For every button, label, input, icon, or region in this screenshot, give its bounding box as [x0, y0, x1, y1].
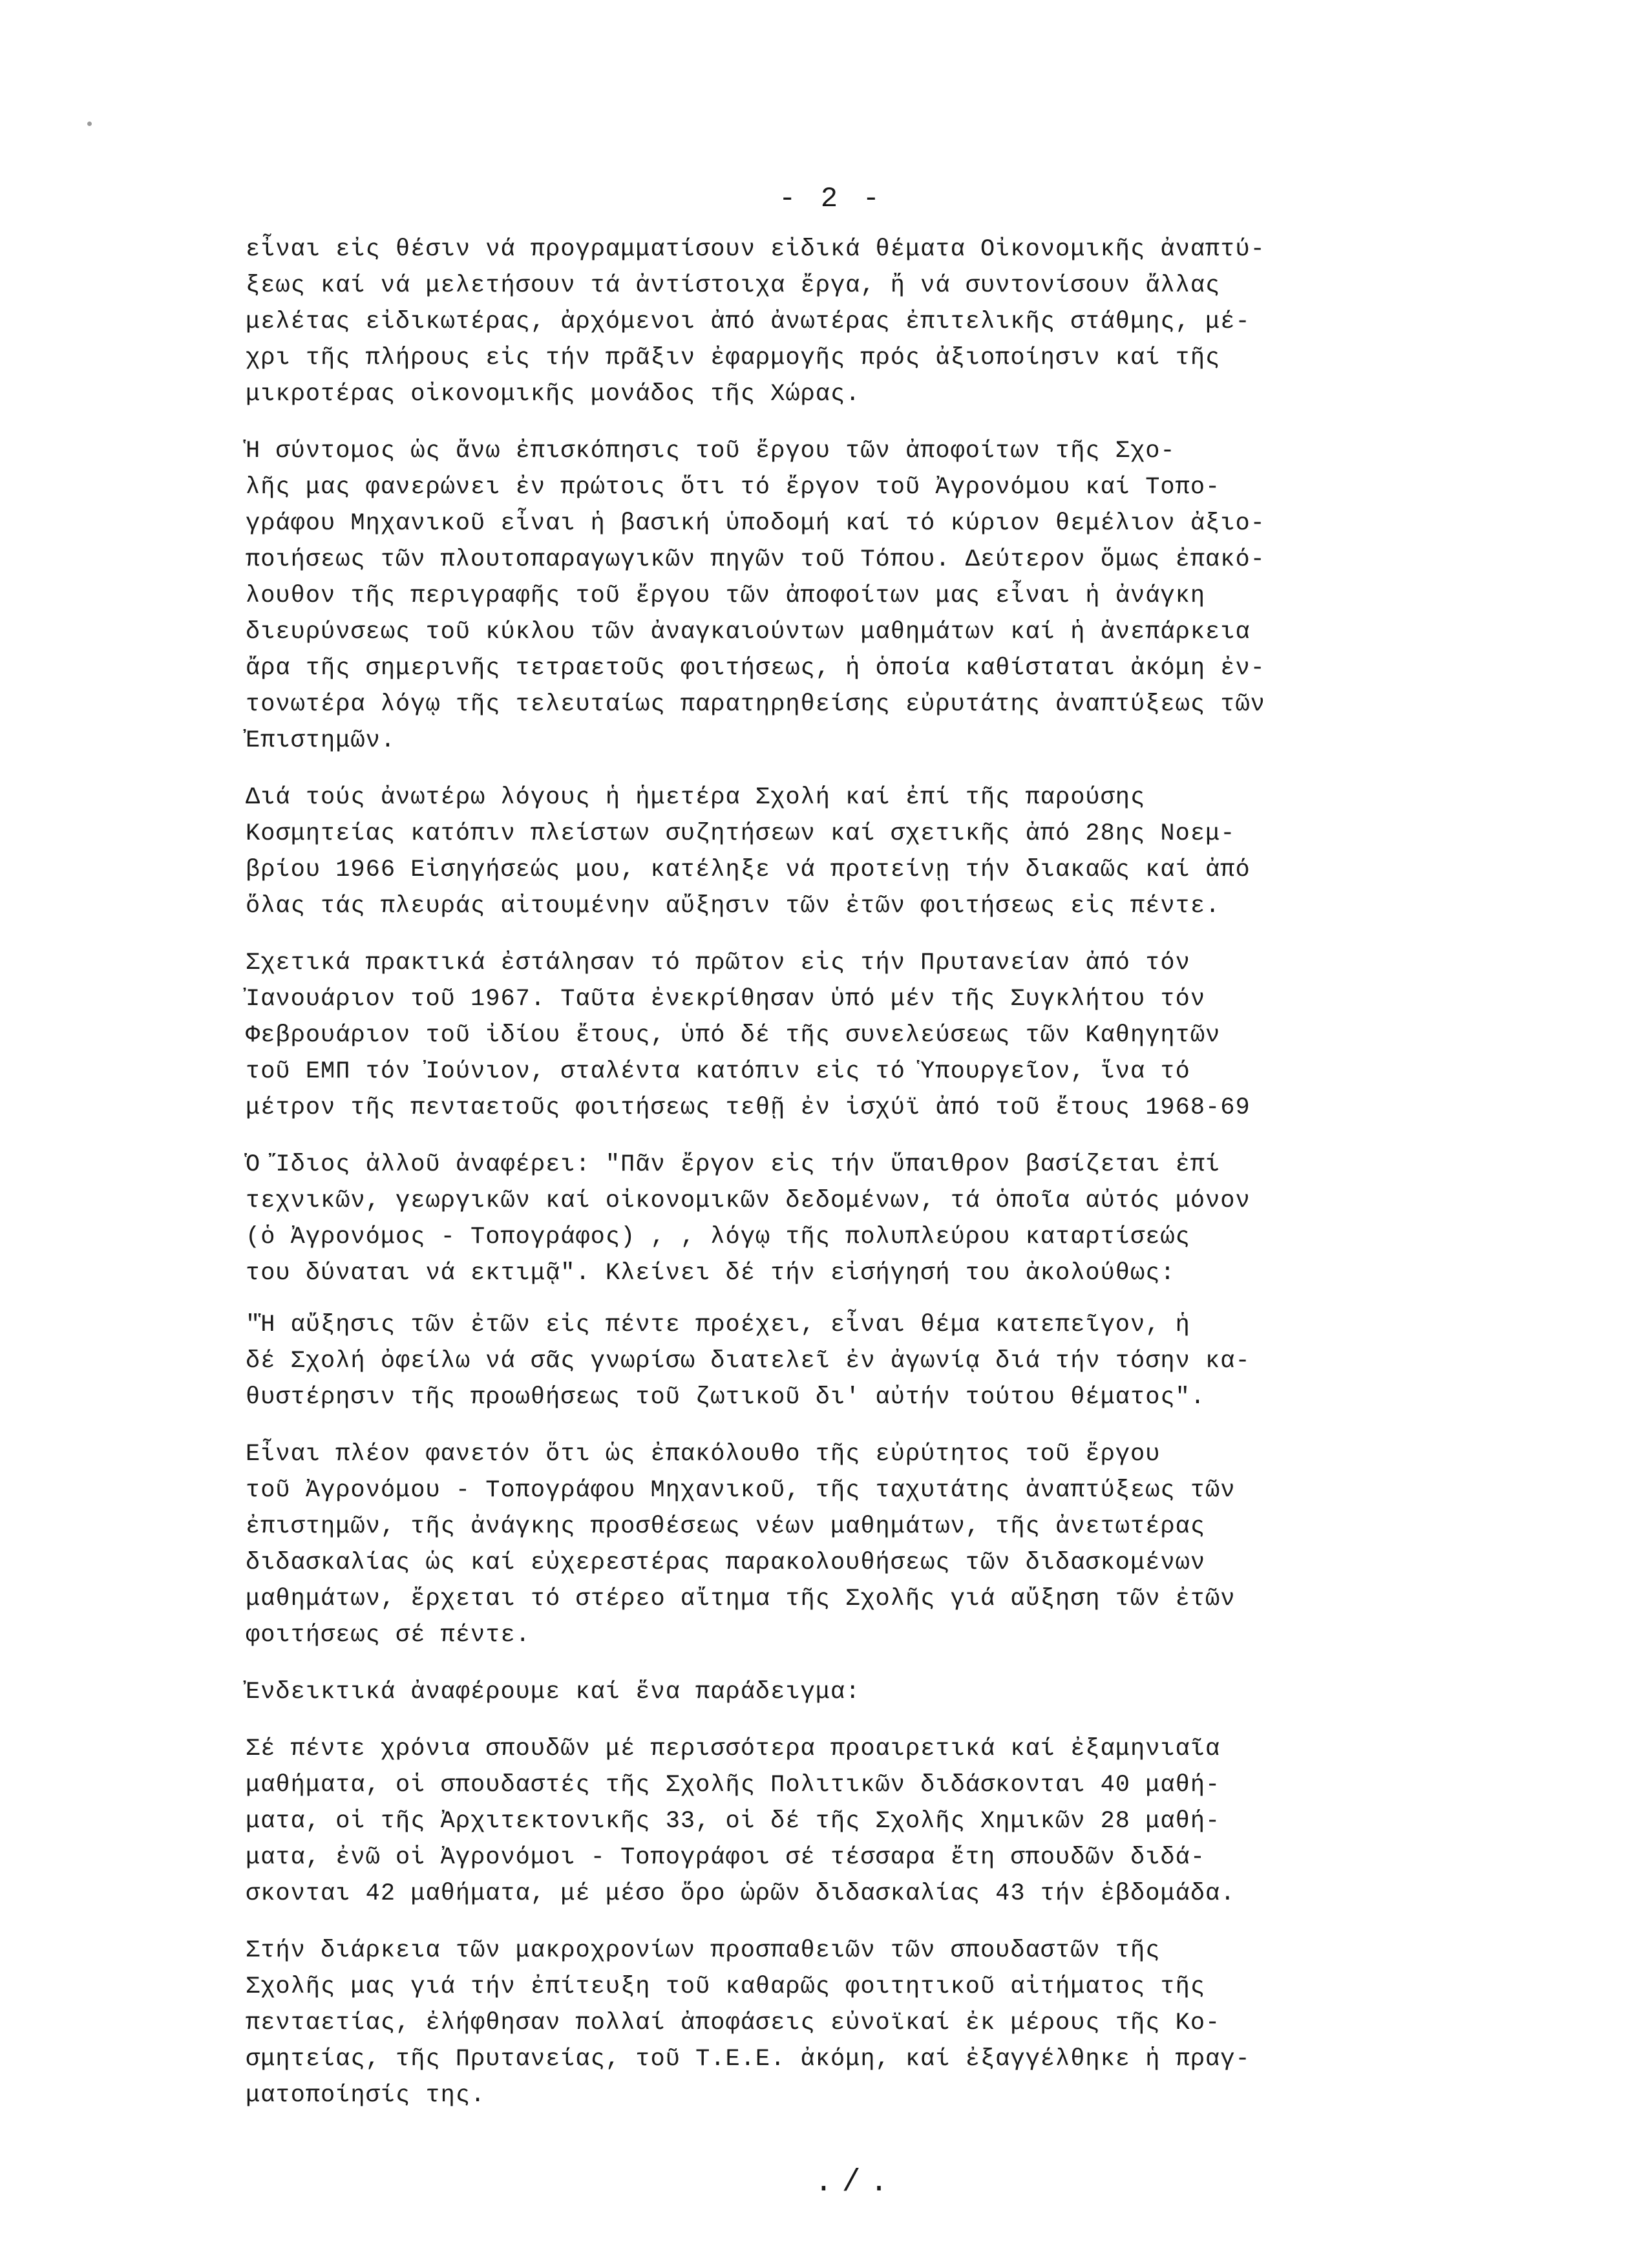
paragraph-2: Ἡ σύντομος ὡς ἄνω ἐπισκόπησις τοῦ ἔργου τῶν ἀποφοίτων τῆς Σχο- λῆς μας φανερώνει ἐν πρώτοις ὅτι τό ἔργον τοῦ Ἀγρονόμου καί Τοπο- γράφου Μηχανικοῦ εἶναι ἡ βασική ὑποδομή καί τό κύριον θεμέλιον ἀξιο- ποιήσεως τῶν πλουτοπαραγωγικῶν πηγῶν τοῦ Τόπου. Δεύτερον ὅμως ἐπακό- λουθον τῆς περιγραφῆς τοῦ ἔργου τῶν ἀποφοίτων μας εἶναι ἡ ἀνάγκη διευρύνσεως τοῦ κύκλου τῶν ἀναγκαιούντων μαθημάτων καί ἡ ἀνεπάρκεια ἄρα τῆς σημερινῆς τετραετοῦς φοιτήσεως, ἡ ὁποία καθίσταται ἀκόμη ἐν- τονωτέρα λόγῳ τῆς τελευταίως παρατηρηθείσης εὐρυτάτης ἀναπτύξεως τῶν Ἐπιστημῶν.: [246, 438, 1265, 754]
paragraph-1: εἶναι εἰς θέσιν νά προγραμματίσουν εἰδικά θέματα Οἰκονομικῆς ἀναπτύ- ξεως καί νά μελετήσουν τά ἀντίστοιχα ἔργα, ἤ νά συντονίσουν ἄλλας μελέτας εἰδικωτέρας, ἀρχόμενοι ἀπό ἀνωτέρας ἐπιτελικῆς στάθμης, μέ- χρι τῆς πλήρους εἰς τήν πρᾶξιν ἐφαρμογῆς πρός ἀξιοποίησιν καί τῆς μικροτέρας οἰκονομικῆς μονάδος τῆς Χώρας.: [246, 236, 1265, 408]
paragraph-6-quote: "Ἡ αὔξησις τῶν ἐτῶν εἰς πέντε προέχει, εἶναι θέμα κατεπεῖγον, ἡ δέ Σχολή ὀφείλω νά σᾶς γνωρίσω διατελεῖ ἐν ἀγωνίᾳ διά τήν τόσην κα- θυστέρησιν τῆς προωθήσεως τοῦ ζωτικοῦ δι' αὐτήν τούτου θέματος".: [246, 1311, 1251, 1411]
scan-speck: [87, 122, 92, 126]
paragraph-4: Σχετικά πρακτικά ἐστάλησαν τό πρῶτον εἰς τήν Πρυτανείαν ἀπό τόν Ἰανουάριον τοῦ 1967. Ταῦτα ἐνεκρίθησαν ὑπό μέν τῆς Συγκλήτου τόν Φεβρουάριον τοῦ ἰδίου ἔτους, ὑπό δέ τῆς συνελεύσεως τῶν Καθηγητῶν τοῦ ΕΜΠ τόν Ἰούνιον, σταλέντα κατόπιν εἰς τό Ὑπουργεῖον, ἵνα τό μέτρον τῆς πενταετοῦς φοιτήσεως τεθῇ ἐν ἰσχύϊ ἀπό τοῦ ἔτους 1968-69: [246, 949, 1251, 1121]
paragraph-9: Σέ πέντε χρόνια σπουδῶν μέ περισσότερα προαιρετικά καί ἐξαμηνιαῖα μαθήματα, οἱ σπουδαστές τῆς Σχολῆς Πολιτικῶν διδάσκονται 40 μαθή- ματα, οἱ τῆς Ἀρχιτεκτονικῆς 33, οἱ δέ τῆς Σχολῆς Χημικῶν 28 μαθή- ματα, ἐνῶ οἱ Ἀγρονόμοι - Τοπογράφοι σέ τέσσαρα ἔτη σπουδῶν διδά- σκονται 42 μαθήματα, μέ μέσο ὅρο ὡρῶν διδασκαλίας 43 τήν ἑβδομάδα.: [246, 1735, 1236, 1907]
body-text: [246, 231, 1525, 2134]
paragraph-8: Ἐνδεικτικά ἀναφέρουμε καί ἕνα παράδειγμα:: [246, 1679, 861, 1706]
continuation-mark: ./.: [814, 2165, 898, 2200]
paragraph-5: Ὁ Ἴδιος ἀλλοῦ ἀναφέρει: "Πᾶν ἔργον εἰς τήν ὕπαιθρον βασίζεται ἐπί τεχνικῶν, γεωργικῶν καί οἰκονομικῶν δεδομένων, τά ὁποῖα αὐτός μόνον (ὁ Ἀγρονόμος - Τοπογράφος) , , λόγῳ τῆς πολυπλεύρου καταρτίσεώς του δύναται νά εκτιμᾷ". Κλείνει δέ τήν εἰσήγησή του ἀκολούθως:: [246, 1151, 1251, 1287]
paragraph-10: Στήν διάρκεια τῶν μακροχρονίων προσπαθειῶν τῶν σπουδαστῶν τῆς Σχολῆς μας γιά τήν ἐπίτευξη τοῦ καθαρῶς φοιτητικοῦ αἰτήματος τῆς πενταετίας, ἐλήφθησαν πολλαί ἀποφάσεις εὐνοϊκαί ἐκ μέρους τῆς Κο- σμητείας, τῆς Πρυτανείας, τοῦ Τ.Ε.Ε. ἀκόμη, καί ἐξαγγέλθηκε ἡ πραγ- ματοποίησίς της.: [246, 1937, 1251, 2109]
page-number: - 2 -: [779, 183, 884, 215]
paragraph-7: Εἶναι πλέον φανετόν ὅτι ὡς ἐπακόλουθο τῆς εὐρύτητος τοῦ ἔργου τοῦ Ἀγρονόμου - Τοπογράφου Μηχανικοῦ, τῆς ταχυτάτης ἀναπτύξεως τῶν ἐπιστημῶν, τῆς ἀνάγκης προσθέσεως νέων μαθημάτων, τῆς ἀνετωτέρας διδασκαλίας ὡς καί εὐχερεστέρας παρακολουθήσεως τῶν διδασκομένων μαθημάτων, ἔρχεται τό στέρεο αἴτημα τῆς Σχολῆς γιά αὔξηση τῶν ἐτῶν φοιτήσεως σέ πέντε.: [246, 1441, 1236, 1649]
paragraph-3: Διά τούς ἀνωτέρω λόγους ἡ ἡμετέρα Σχολή καί ἐπί τῆς παρούσης Κοσμητείας κατόπιν πλείστων συζητήσεων καί σχετικῆς ἀπό 28ης Νοεμ- βρίου 1966 Εἰσηγήσεώς μου, κατέληξε νά προτείνῃ τήν διακαῶς καί ἀπό ὅλας τάς πλευράς αἰτουμένην αὔξησιν τῶν ἐτῶν φοιτήσεως εἰς πέντε.: [246, 784, 1251, 920]
